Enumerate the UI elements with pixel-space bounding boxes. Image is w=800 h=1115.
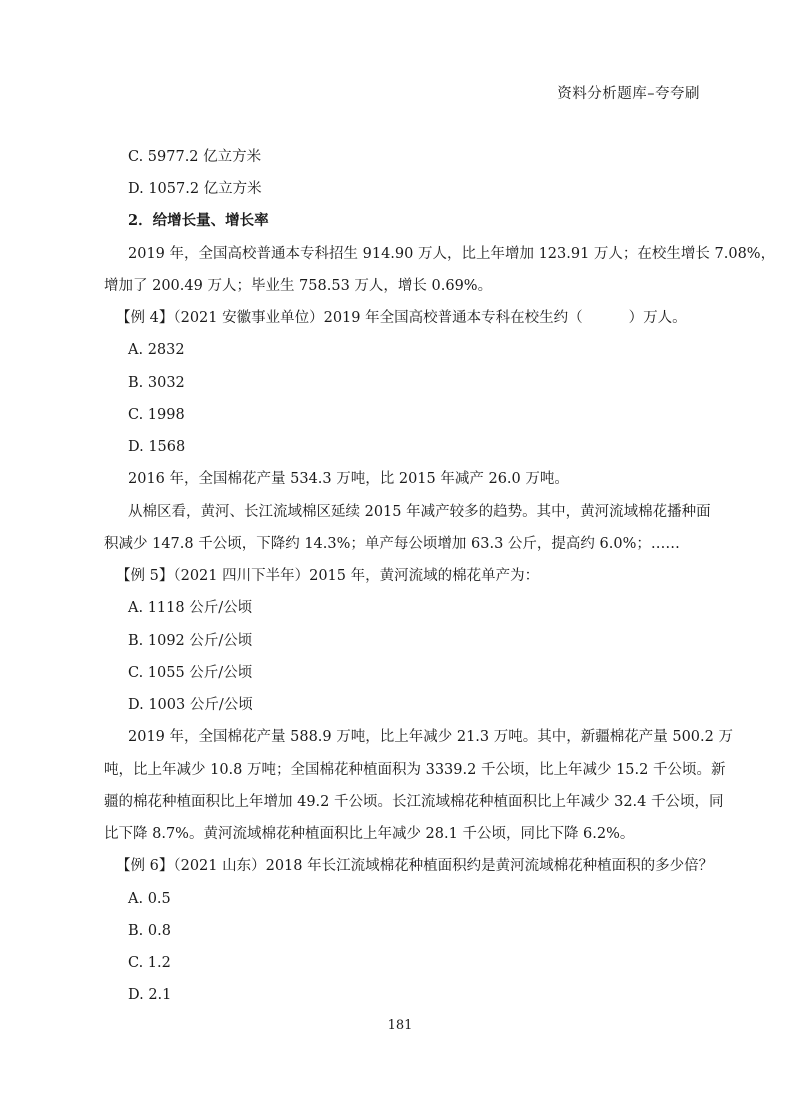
option-a: A. 0.5 [128,891,171,907]
option-b: B. 0.8 [128,923,171,939]
option-a: A. 2832 [128,342,185,358]
option-b: B. 1092 公斤/公顷 [128,633,253,649]
option-c: C. 1998 [128,407,185,423]
example-tag: 【例 6】 [116,858,174,874]
material-line: 2019 年，全国棉花产量 588.9 万吨，比上年减少 21.3 万吨。其中，新疆棉花产量 500.2 万 [128,729,733,745]
option-d: D. 1568 [128,439,186,455]
example-tag: 【例 5】 [116,568,174,584]
question-stem-end: ）万人。 [628,310,687,326]
material-line: 疆的棉花种植面积比上年增加 49.2 千公顷。长江流域棉花种植面积比上年减少 32.4 千公顷，同 [104,794,724,810]
example-6-question [116,856,726,876]
option-c: C. 5977.2 亿立方米 [128,149,262,165]
example-5-question [116,566,726,586]
material-line: 比下降 8.7%。黄河流域棉花种植面积比上年减少 28.1 千公顷，同比下降 6.2%。 [104,826,635,842]
page-number: 181 [387,1018,413,1033]
running-header: 资料分析题库–夸夸刷 [557,86,700,102]
material-line: 从棉区看，黄河、长江流域棉区延续 2015 年减产较多的趋势。其中，黄河流域棉花播种面 [128,504,711,520]
option-a: A. 1118 公斤/公顷 [128,600,253,616]
option-b: B. 3032 [128,375,185,391]
option-c: C. 1055 公斤/公顷 [128,665,253,681]
option-d: D. 1057.2 亿立方米 [128,181,262,197]
material-line: 积减少 147.8 千公顷，下降约 14.3%；单产每公顷增加 63.3 公斤，提高约 6.0%；…… [104,536,680,552]
option-c: C. 1.2 [128,955,171,971]
material-line: 2016 年，全国棉花产量 534.3 万吨，比 2015 年减产 26.0 万吨。 [128,471,569,487]
example-4-question [116,308,726,328]
option-d: D. 2.1 [128,987,172,1003]
question-stem: （2021 安徽事业单位）2019 年全国高校普通本专科在校生约（ [173,310,583,326]
question-stem: （2021 四川下半年）2015 年，黄河流域的棉花单产为： [173,568,540,584]
material-line: 吨，比上年减少 10.8 万吨；全国棉花种植面积为 3339.2 千公顷，比上年减少 15.2 千公顷。新 [104,762,726,778]
material-line: 增加了 200.49 万人；毕业生 758.53 万人，增长 0.69%。 [104,278,493,294]
example-tag: 【例 4】 [116,310,174,326]
option-d: D. 1003 公斤/公顷 [128,697,253,713]
question-stem: （2021 山东）2018 年长江流域棉花种植面积约是黄河流域棉花种植面积的多少倍？ [173,858,714,874]
material-line: 2019 年，全国高校普通本专科招生 914.90 万人，比上年增加 123.91 万人；在校生增长 7.08%， [128,246,776,262]
section-heading: 2．给增长量、增长率 [128,212,269,229]
